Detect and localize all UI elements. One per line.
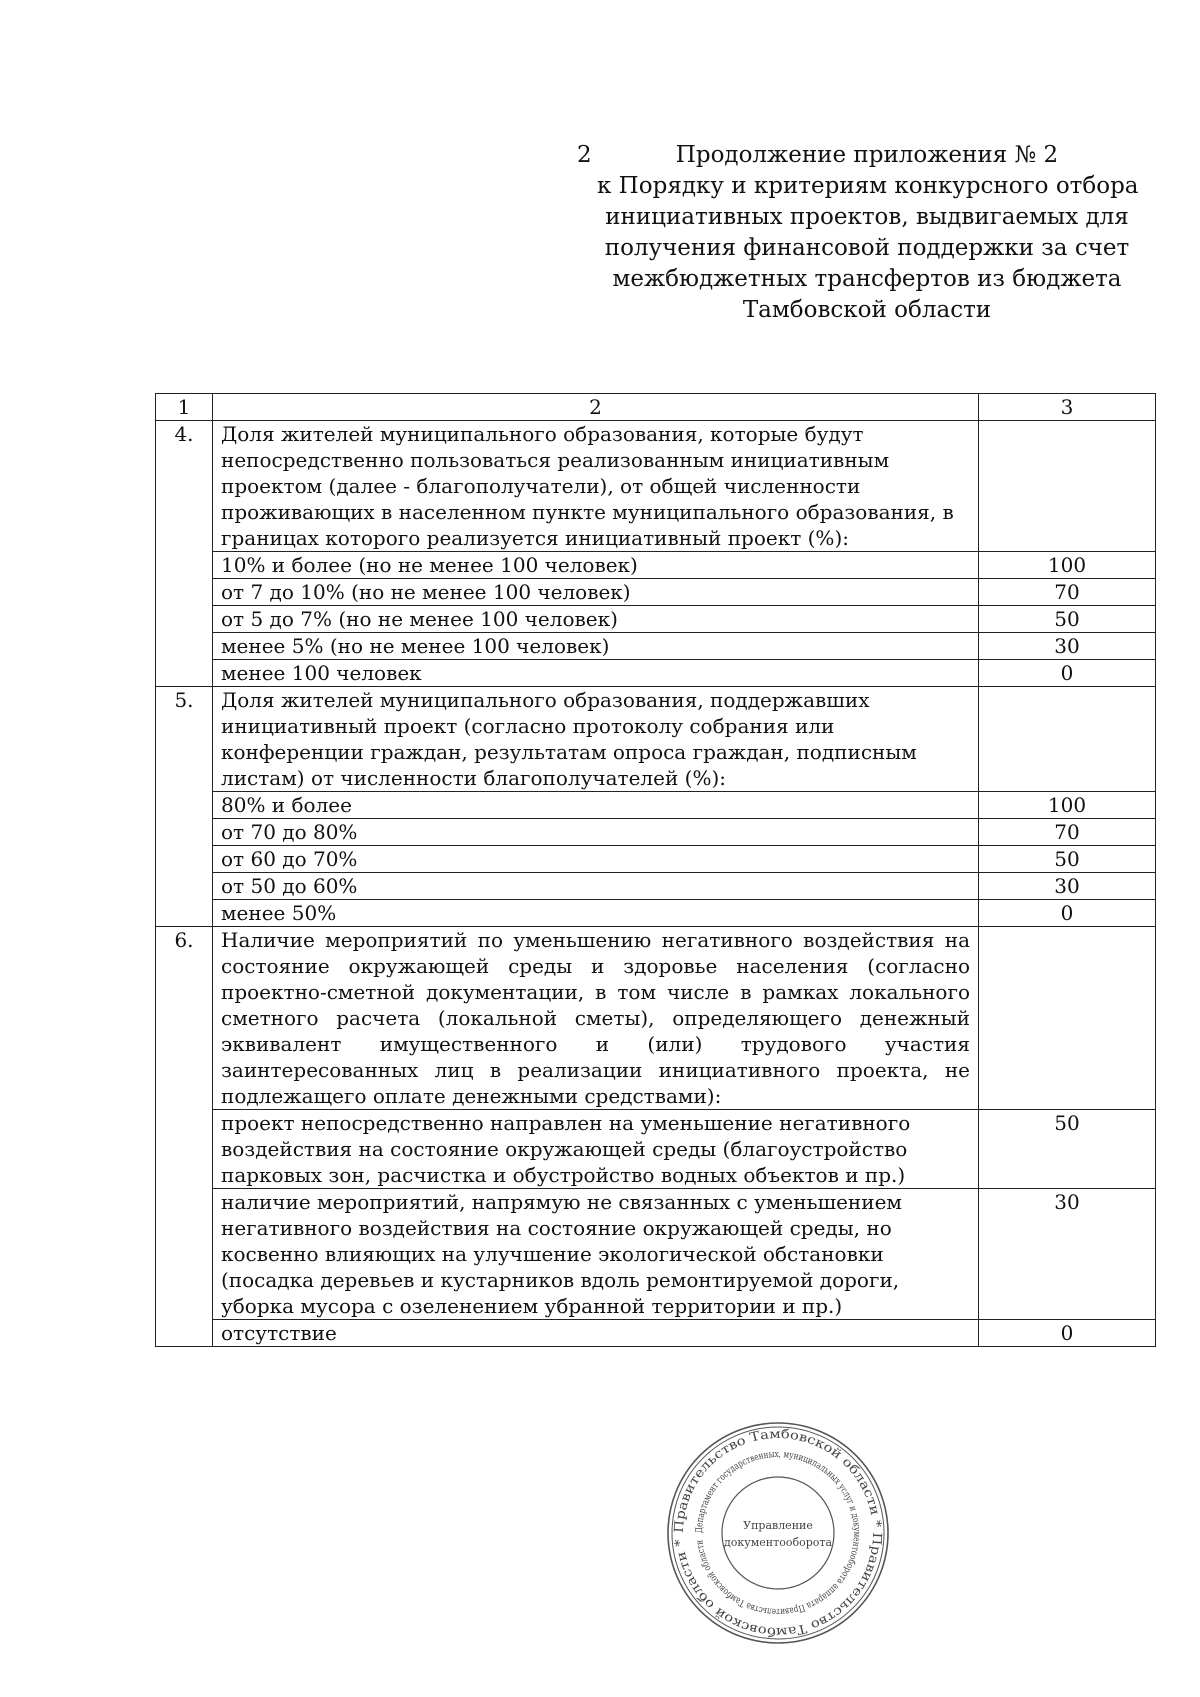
option-label: менее 5% (но не менее 100 человек)	[213, 633, 979, 660]
option-score: 0	[979, 900, 1156, 927]
option-score: 70	[979, 819, 1156, 846]
option-score: 50	[979, 606, 1156, 633]
criterion-row	[156, 927, 1156, 1110]
criterion-text: Доля жителей муниципального образования, поддержавших инициативный проект (согласно протоколу собрания или конференции граждан, результатам опроса граждан, подписным листам) от численности благополучателей (%):	[213, 687, 979, 792]
option-score: 30	[979, 633, 1156, 660]
option-label: менее 100 человек	[213, 660, 979, 687]
option-row	[156, 1320, 1156, 1347]
option-row	[156, 873, 1156, 900]
criterion-number: 5.	[156, 687, 213, 927]
option-row	[156, 819, 1156, 846]
header-line: Продолжение приложения № 2	[675, 142, 1059, 168]
criterion-number: 4.	[156, 421, 213, 687]
stamp-center-circle	[722, 1477, 834, 1589]
criterion-row	[156, 687, 1156, 792]
header-line: к Порядку и критериям конкурсного отбора	[597, 173, 1139, 199]
option-row	[156, 552, 1156, 579]
option-score: 50	[979, 1110, 1156, 1189]
option-score: 100	[979, 792, 1156, 819]
column-number: 2	[213, 394, 979, 421]
option-score: 100	[979, 552, 1156, 579]
header-line: инициативных проектов, выдвигаемых для	[605, 204, 1129, 230]
criterion-text: Доля жителей муниципального образования, которые будут непосредственно пользоваться реализованным инициативным проектом (далее - благополучатели), от общей численности проживающих в населенном пункте муниципального образования, в границах которого реализуется инициативный проект (%):	[213, 421, 979, 552]
header-line: Тамбовской области	[742, 297, 992, 323]
option-row	[156, 1110, 1156, 1189]
option-row	[156, 579, 1156, 606]
criteria-table	[155, 393, 1156, 1347]
option-score: 30	[979, 873, 1156, 900]
option-label: от 7 до 10% (но не менее 100 человек)	[213, 579, 979, 606]
option-label: 80% и более	[213, 792, 979, 819]
option-label: 10% и более (но не менее 100 человек)	[213, 552, 979, 579]
score-cell-empty	[979, 927, 1156, 1110]
criterion-row	[156, 421, 1156, 552]
option-score: 0	[979, 660, 1156, 687]
stamp-inner-ring-path: Департамент государственных, муниципальных услуг и документооборота аппарата Правительства Тамбовской области	[693, 1448, 863, 1618]
option-label: отсутствие	[213, 1320, 979, 1347]
page-number: 2	[577, 142, 592, 168]
criterion-number: 6.	[156, 927, 213, 1347]
header-line: межбюджетных трансфертов из бюджета	[612, 266, 1122, 292]
option-label: наличие мероприятий, напрямую не связанных с уменьшением негативного воздействия на состояние окружающей среды, но косвенно влияющих на улучшение экологической обстановки (посадка деревьев и кустарников вдоль ремонтируемой дороги, уборка мусора с озеленением убранной территории и пр.)	[213, 1189, 979, 1320]
option-row	[156, 792, 1156, 819]
option-label: от 70 до 80%	[213, 819, 979, 846]
option-row	[156, 900, 1156, 927]
header-line: получения финансовой поддержки за счет	[604, 235, 1130, 261]
criterion-text: Наличие мероприятий по уменьшению негативного воздействия на состояние окружающей среды и здоровье населения (согласно проектно-сметной документации, в том числе в рамках локального сметного расчета (локальной сметы), определяющего денежный эквивалент имущественного и (или) трудового участия заинтересованных лиц в реализации инициативного проекта, не подлежащего оплате денежными средствами):	[213, 927, 979, 1110]
option-label: от 5 до 7% (но не менее 100 человек)	[213, 606, 979, 633]
stamp-outer-ring-path: Правительство Тамбовской области * Правительство Тамбовской области *	[670, 1425, 886, 1641]
option-row	[156, 1189, 1156, 1320]
option-label: от 50 до 60%	[213, 873, 979, 900]
option-score: 50	[979, 846, 1156, 873]
stamp-seal	[663, 1418, 893, 1648]
column-number-row	[156, 394, 1156, 421]
option-label: от 60 до 70%	[213, 846, 979, 873]
score-cell-empty	[979, 421, 1156, 552]
official-stamp	[663, 1418, 893, 1648]
option-label: проект непосредственно направлен на уменьшение негативного воздействия на состояние окружающей среды (благоустройство парковых зон, расчистка и обустройство водных объектов и пр.)	[213, 1110, 979, 1189]
option-row	[156, 660, 1156, 687]
option-row	[156, 846, 1156, 873]
option-score: 30	[979, 1189, 1156, 1320]
option-row	[156, 606, 1156, 633]
appendix-header	[597, 140, 1137, 326]
stamp-center-line1: Управление	[743, 1519, 813, 1532]
option-score: 70	[979, 579, 1156, 606]
column-number: 1	[156, 394, 213, 421]
column-number: 3	[979, 394, 1156, 421]
option-row	[156, 633, 1156, 660]
option-score: 0	[979, 1320, 1156, 1347]
stamp-center-line2: документооборота	[723, 1536, 833, 1549]
score-cell-empty	[979, 687, 1156, 792]
stamp-inner-ring-text	[694, 1449, 862, 1617]
option-label: менее 50%	[213, 900, 979, 927]
